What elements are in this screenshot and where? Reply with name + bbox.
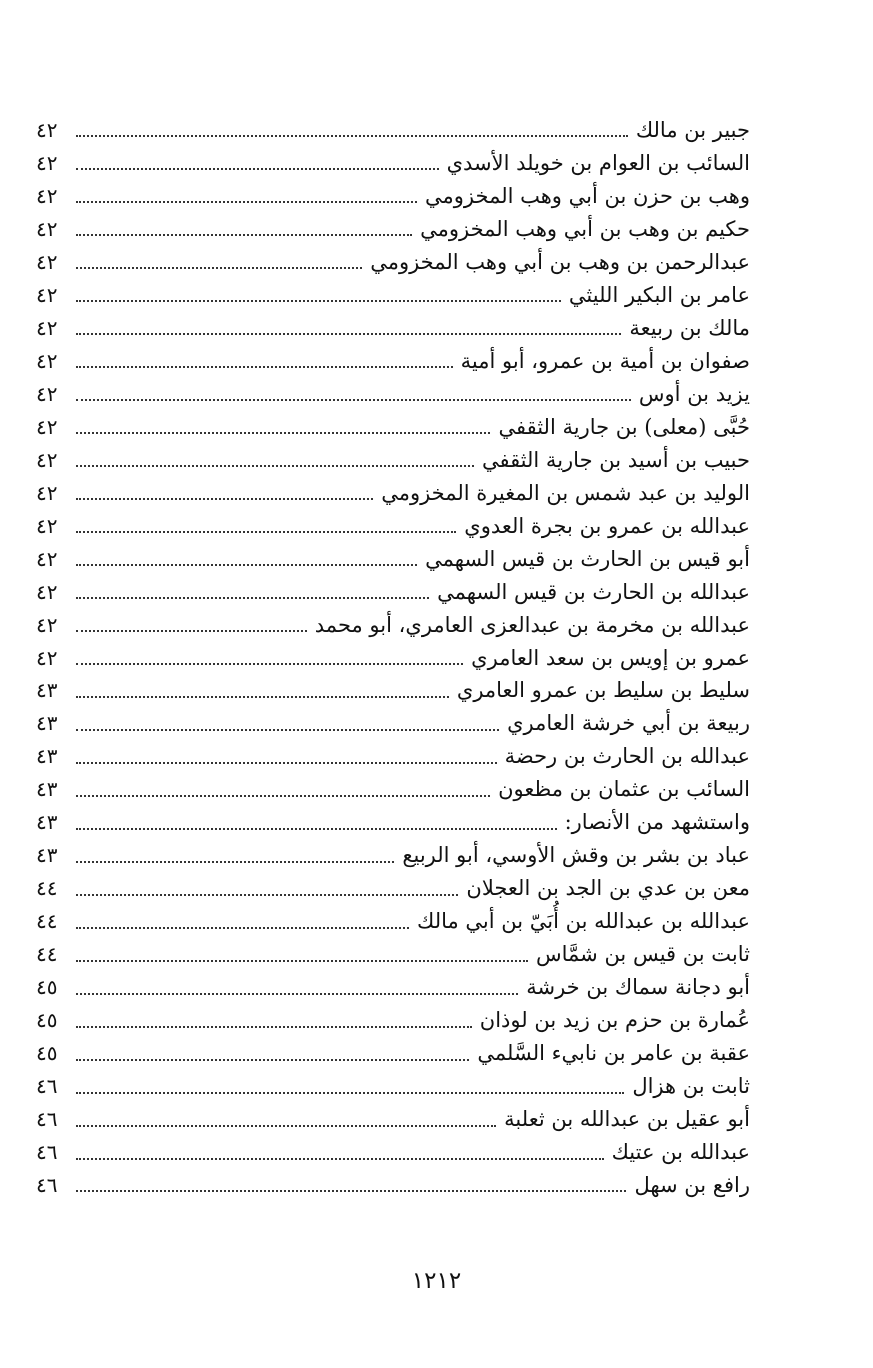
toc-entry [36, 510, 750, 543]
dot-leader [76, 234, 412, 236]
toc-entry [36, 1070, 750, 1103]
entry-page-number: ٤٣ [36, 678, 58, 703]
entry-page-number: ٤٣ [36, 711, 58, 736]
entry-page-number: ٤٥ [36, 1008, 58, 1033]
toc-entry [36, 905, 750, 938]
dot-leader [76, 366, 453, 368]
dot-leader [76, 399, 631, 401]
entry-page-number: ٤٢ [36, 216, 58, 241]
toc-entry [36, 279, 750, 312]
toc-entry [36, 740, 750, 773]
entry-title: الوليد بن عبد شمس بن المغيرة المخزومي [381, 480, 750, 505]
toc-entry [36, 1037, 750, 1070]
dot-leader [76, 1059, 469, 1061]
entry-page-number: ٤٢ [36, 447, 58, 472]
toc-entry [36, 345, 750, 378]
toc-entry [36, 114, 750, 147]
entry-title: معن بن عدي بن الجد بن العجلان [466, 876, 750, 901]
entry-title: عقبة بن عامر بن نابيء السَّلمي [477, 1041, 750, 1066]
entry-page-number: ٤٤ [36, 876, 58, 901]
entry-title: عبدالله بن مخرمة بن عبدالعزى العامري، أبو محمد [314, 612, 750, 637]
dot-leader [76, 861, 394, 863]
entry-title: سليط بن سليط بن عمرو العامري [456, 678, 750, 703]
dot-leader [76, 465, 474, 467]
toc-entry [36, 543, 750, 576]
toc-entry [36, 971, 750, 1004]
dot-leader [76, 498, 373, 500]
entry-title: عباد بن بشر بن وقش الأوسي، أبو الربيع [402, 843, 750, 868]
toc-entry [36, 477, 750, 510]
entry-page-number: ٤٢ [36, 348, 58, 373]
entry-page-number: ٤٢ [36, 249, 58, 274]
entry-title: رافع بن سهل [634, 1173, 750, 1197]
dot-leader [76, 795, 490, 797]
dot-leader [76, 432, 490, 434]
entry-page-number: ٤٢ [36, 315, 58, 340]
dot-leader [76, 300, 561, 302]
entry-title: ربيعة بن أبي خرشة العامري [507, 711, 750, 736]
entry-title: حُبَّى (معلى) بن جارية الثقفي [498, 414, 750, 439]
dot-leader [76, 762, 497, 764]
toc-entry [36, 1136, 750, 1169]
toc-entry [36, 1169, 750, 1202]
toc-entry [36, 180, 750, 213]
dot-leader [76, 993, 518, 995]
dot-leader [76, 960, 528, 962]
entry-page-number: ٤٢ [36, 645, 58, 670]
dot-leader [76, 663, 463, 665]
entry-title: مالك بن ربيعة [629, 315, 750, 340]
entry-page-number: ٤٣ [36, 744, 58, 769]
entry-page-number: ٤٢ [36, 513, 58, 538]
entry-page-number: ٤٢ [36, 480, 58, 505]
entry-page-number: ٤٢ [36, 546, 58, 571]
toc-entry [36, 609, 750, 642]
entry-page-number: ٤٦ [36, 1074, 58, 1099]
toc-entry [36, 642, 750, 675]
entry-page-number: ٤٢ [36, 414, 58, 439]
toc-entry [36, 312, 750, 345]
toc-entry [36, 444, 750, 477]
dot-leader [76, 894, 458, 896]
dot-leader [76, 1125, 496, 1127]
toc-entry [36, 411, 750, 444]
entry-page-number: ٤٢ [36, 150, 58, 175]
entry-title: عمرو بن إويس بن سعد العامري [471, 645, 750, 670]
entry-title: أبو دجانة سماك بن خرشة [526, 975, 750, 1000]
toc-entry [36, 213, 750, 246]
entry-page-number: ٤٦ [36, 1140, 58, 1165]
entry-title: واستشهد من الأنصار: [564, 810, 750, 835]
dot-leader [76, 1190, 626, 1192]
entry-title: عبدالله بن الحارث بن قيس السهمي [437, 579, 750, 604]
entry-title: عبدالله بن عمرو بن بجرة العدوي [464, 513, 750, 538]
entry-page-number: ٤٥ [36, 975, 58, 1000]
entry-page-number: ٤٢ [36, 118, 58, 142]
entry-page-number: ٤٦ [36, 1173, 58, 1197]
entry-title: السائب بن العوام بن خويلد الأسدي [446, 150, 750, 175]
entry-page-number: ٤٢ [36, 282, 58, 307]
page-number: ١٢١٢ [411, 1268, 462, 1294]
entry-title: حبيب بن أسيد بن جارية الثقفي [481, 447, 750, 472]
entry-title: عُمارة بن حزم بن زيد بن لوذان [479, 1008, 750, 1033]
entry-title: عبدالله بن عتيك [611, 1140, 750, 1165]
toc-entry [36, 1004, 750, 1037]
dot-leader [76, 729, 499, 731]
entry-title: عبدالله بن الحارث بن رحضة [504, 744, 750, 769]
table-of-contents [36, 114, 750, 1202]
toc-entry [36, 674, 750, 707]
entry-title: أبو قيس بن الحارث بن قيس السهمي [425, 546, 750, 571]
dot-leader [76, 135, 628, 137]
entry-title: حكيم بن وهب بن أبي وهب المخزومي [420, 216, 750, 241]
toc-entry [36, 378, 750, 411]
dot-leader [76, 1026, 472, 1028]
toc-entry [36, 147, 750, 180]
entry-title: جبير بن مالك [635, 118, 750, 142]
toc-entry [36, 707, 750, 740]
toc-entry [36, 872, 750, 905]
entry-title: عامر بن البكير الليثي [568, 282, 750, 307]
entry-page-number: ٤٢ [36, 381, 58, 406]
entry-page-number: ٤٣ [36, 777, 58, 802]
entry-page-number: ٤٤ [36, 909, 58, 934]
entry-title: وهب بن حزن بن أبي وهب المخزومي [425, 183, 750, 208]
dot-leader [76, 267, 362, 269]
dot-leader [76, 168, 439, 170]
dot-leader [76, 531, 456, 533]
dot-leader [76, 1158, 604, 1160]
toc-entry [36, 1103, 750, 1136]
dot-leader [76, 597, 429, 599]
dot-leader [76, 1092, 624, 1094]
dot-leader [76, 201, 417, 203]
entry-title: صفوان بن أمية بن عمرو، أبو أمية [460, 348, 750, 373]
entry-page-number: ٤٣ [36, 843, 58, 868]
entry-title: يزيد بن أوس [638, 381, 750, 406]
entry-page-number: ٤٣ [36, 810, 58, 835]
dot-leader [76, 564, 417, 566]
dot-leader [76, 828, 557, 830]
entry-title: ثابت بن هزال [632, 1074, 750, 1099]
toc-entry [36, 773, 750, 806]
dot-leader [76, 333, 621, 335]
entry-page-number: ٤٢ [36, 183, 58, 208]
entry-title: عبدالرحمن بن وهب بن أبي وهب المخزومي [370, 249, 750, 274]
entry-page-number: ٤٢ [36, 579, 58, 604]
toc-entry [36, 806, 750, 839]
toc-entry [36, 246, 750, 279]
dot-leader [76, 630, 307, 632]
entry-title: أبو عقيل بن عبدالله بن ثعلبة [504, 1107, 750, 1132]
entry-page-number: ٤٥ [36, 1041, 58, 1066]
entry-title: السائب بن عثمان بن مظعون [498, 777, 750, 802]
toc-entry [36, 576, 750, 609]
entry-title: عبدالله بن عبدالله بن أُبَيّ بن أبي مالك [417, 909, 750, 934]
dot-leader [76, 927, 409, 929]
entry-page-number: ٤٤ [36, 942, 58, 967]
entry-page-number: ٤٢ [36, 612, 58, 637]
entry-page-number: ٤٦ [36, 1107, 58, 1132]
toc-entry [36, 839, 750, 872]
dot-leader [76, 696, 449, 698]
entry-title: ثابت بن قيس بن شمَّاس [536, 942, 750, 967]
toc-entry [36, 938, 750, 971]
